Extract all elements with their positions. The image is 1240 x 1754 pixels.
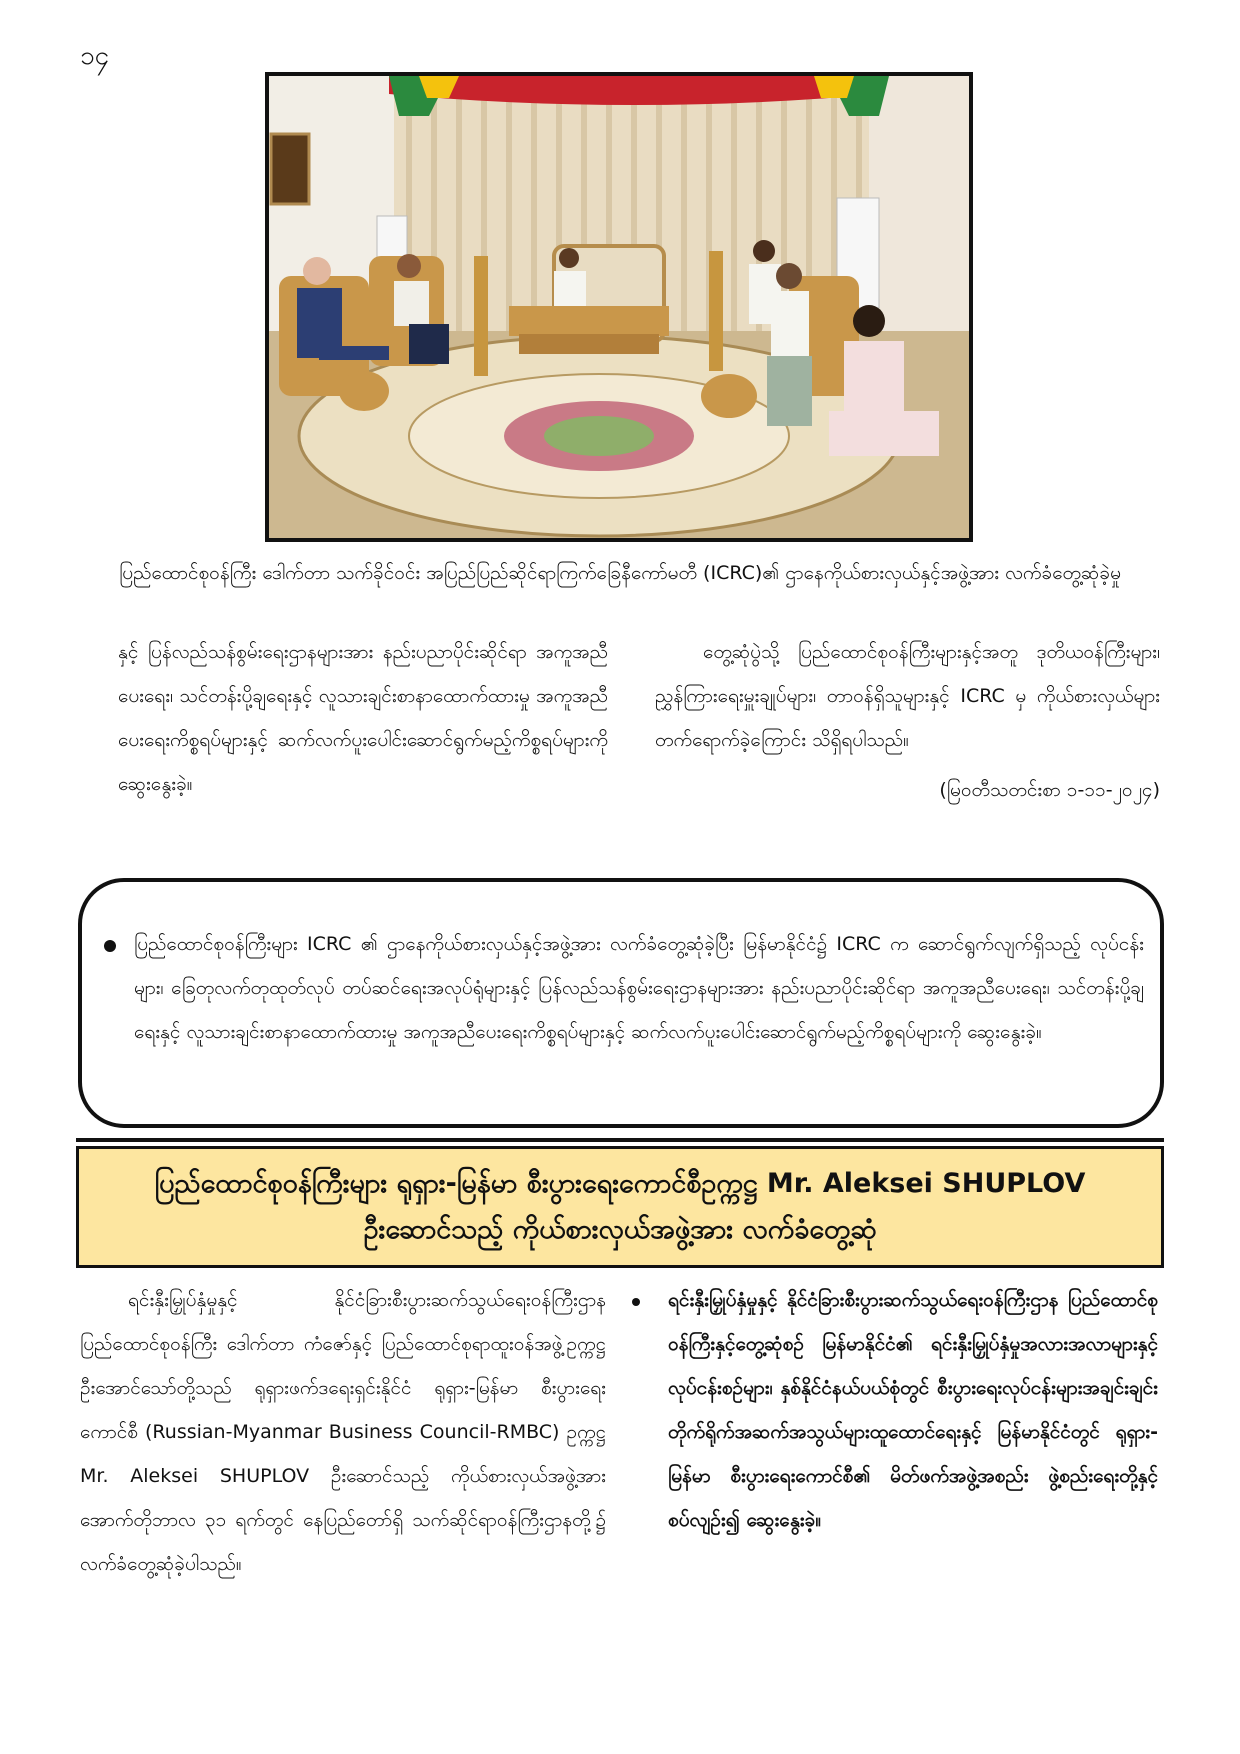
article1-right-paragraph: တွေ့ဆုံပွဲသို့ ပြည်ထောင်စုဝန်ကြီးများနှင့်အတူ ဒုတိယဝန်ကြီးများ၊ ညွှန်ကြားရေးမှူးချုပ်များ၊ တာဝန်ရှိသူများနှင့် ICRC မှ ကိုယ်စားလှယ်များ တက်ရောက်ခဲ့ကြောင်း သိရှိရပါသည်။ [655, 641, 1160, 751]
headline-line-1: ပြည်ထောင်စုဝန်ကြီးများ ရုရှား-မြန်မာ စီးပွားရေးကောင်စီဥက္ကဋ္ဌ Mr. Aleksei SHUPLOV [154, 1168, 1086, 1199]
headline-line-2: ဦးဆောင်သည့် ကိုယ်စားလှယ်အဖွဲ့အား လက်ခံတွေ့ဆုံ [363, 1214, 877, 1245]
meeting-photo-illustration [269, 76, 969, 538]
article2-right-column [668, 1278, 1158, 1542]
page-number: ၁၄ [80, 41, 110, 71]
article1-right-column [655, 630, 1160, 812]
headline [120, 1161, 1120, 1253]
bullet-icon [104, 940, 116, 952]
article2-right-paragraph: ရင်းနှီးမြှုပ်နှံမှုနှင့် နိုင်ငံခြားစီးပွားဆက်သွယ်ရေးဝန်ကြီးဌာန ပြည်ထောင်စုဝန်ကြီးနှင့်တွေ့ဆုံစဉ် မြန်မာနိုင်ငံ၏ ရင်းနှီးမြှုပ်နှံမှုအလားအလာများနှင့် လုပ်ငန်းစဉ်များ၊ နှစ်နိုင်ငံနယ်ပယ်စုံတွင် စီးပွားရေးလုပ်ငန်းများအချင်းချင်း တိုက်ရိုက်အဆက်အသွယ်များထူထောင်ရေးနှင့် မြန်မာနိုင်ငံတွင် ရုရှား-မြန်မာ စီးပွားရေးကောင်စီ၏ မိတ်ဖက်အဖွဲ့အစည်း ဖွဲ့စည်းရေးတို့နှင့်စပ်လျဉ်း၍ ဆွေးနွေးခဲ့။ [668, 1289, 1158, 1531]
photo-caption: ပြည်ထောင်စုဝန်ကြီး ဒေါက်တာ သက်ခိုင်ဝင်း အပြည်ပြည်ဆိုင်ရာကြက်ခြေနီကော်မတီ (ICRC)၏ ဌာနေကိုယ်စားလှယ်နှင့်အဖွဲ့အား လက်ခံတွေ့ဆုံခဲ့မှု [119, 562, 1121, 584]
headline-box [76, 1146, 1164, 1268]
article1-left-paragraph: နှင့် ပြန်လည်သန်စွမ်းရေးဌာနများအား နည်းပညာပိုင်းဆိုင်ရာ အကူအညီပေးရေး၊ သင်တန်းပို့ချရေးနှင့် လူသားချင်းစာနာထောက်ထားမှု အကူအညီပေးရေးကိစ္စရပ်များနှင့် ဆက်လက်ပူးပေါင်းဆောင်ရွက်မည့်ကိစ္စရပ်များကို ဆွေးနွေးခဲ့။ [118, 641, 608, 795]
article1-left-column [118, 630, 608, 806]
summary-box [78, 878, 1164, 1128]
section-divider [76, 1138, 1164, 1142]
article1-dateline: (မြဝတီသတင်းစာ ၁-၁၁-၂၀၂၄) [939, 779, 1160, 801]
meeting-photo [265, 72, 973, 542]
summary-text: ပြည်ထောင်စုဝန်ကြီးများ ICRC ၏ ဌာနေကိုယ်စားလှယ်နှင့်အဖွဲ့အား လက်ခံတွေ့ဆုံခဲ့ပြီး မြန်မာနိုင်ငံ၌ ICRC က ဆောင်ရွက်လျက်ရှိသည့် လုပ်ငန်းများ၊ ခြေတုလက်တုထုတ်လုပ် တပ်ဆင်ရေးအလုပ်ရုံများနှင့် ပြန်လည်သန်စွမ်းရေးဌာနများအား နည်းပညာပိုင်းဆိုင်ရာ အကူအညီပေးရေး၊ သင်တန်းပို့ချရေးနှင့် လူသားချင်းစာနာထောက်ထားမှု အကူအညီပေးရေးကိစ္စရပ်များနှင့် ဆက်လက်ပူးပေါင်းဆောင်ရွက်မည့်ကိစ္စရပ်များကို ဆွေးနွေးခဲ့။ [134, 933, 1144, 1043]
bullet-icon [632, 1298, 640, 1306]
article2-left-paragraph: ရင်းနှီးမြှုပ်နှံမှုနှင့် နိုင်ငံခြားစီးပွားဆက်သွယ်ရေးဝန်ကြီးဌာန ပြည်ထောင်စုဝန်ကြီး ဒေါက်တာ ကံဇော်နှင့် ပြည်ထောင်စုရာထူးဝန်အဖွဲ့ဥက္ကဋ္ဌ ဦးအောင်သော်တို့သည် ရုရှားဖက်ဒရေးရှင်းနိုင်ငံ ရုရှား-မြန်မာ စီးပွားရေးကောင်စီ (Russian-Myanmar Business Council-RMBC) ဥက္ကဋ္ဌ Mr. Aleksei SHUPLOV ဦးဆောင်သည့် ကိုယ်စားလှယ်အဖွဲ့အား အောက်တိုဘာလ ၃၁ ရက်တွင် နေပြည်တော်ရှိ သက်ဆိုင်ရာဝန်ကြီးဌာနတို့၌ လက်ခံတွေ့ဆုံခဲ့ပါသည်။ [80, 1289, 606, 1575]
article2-left-column [80, 1278, 606, 1586]
